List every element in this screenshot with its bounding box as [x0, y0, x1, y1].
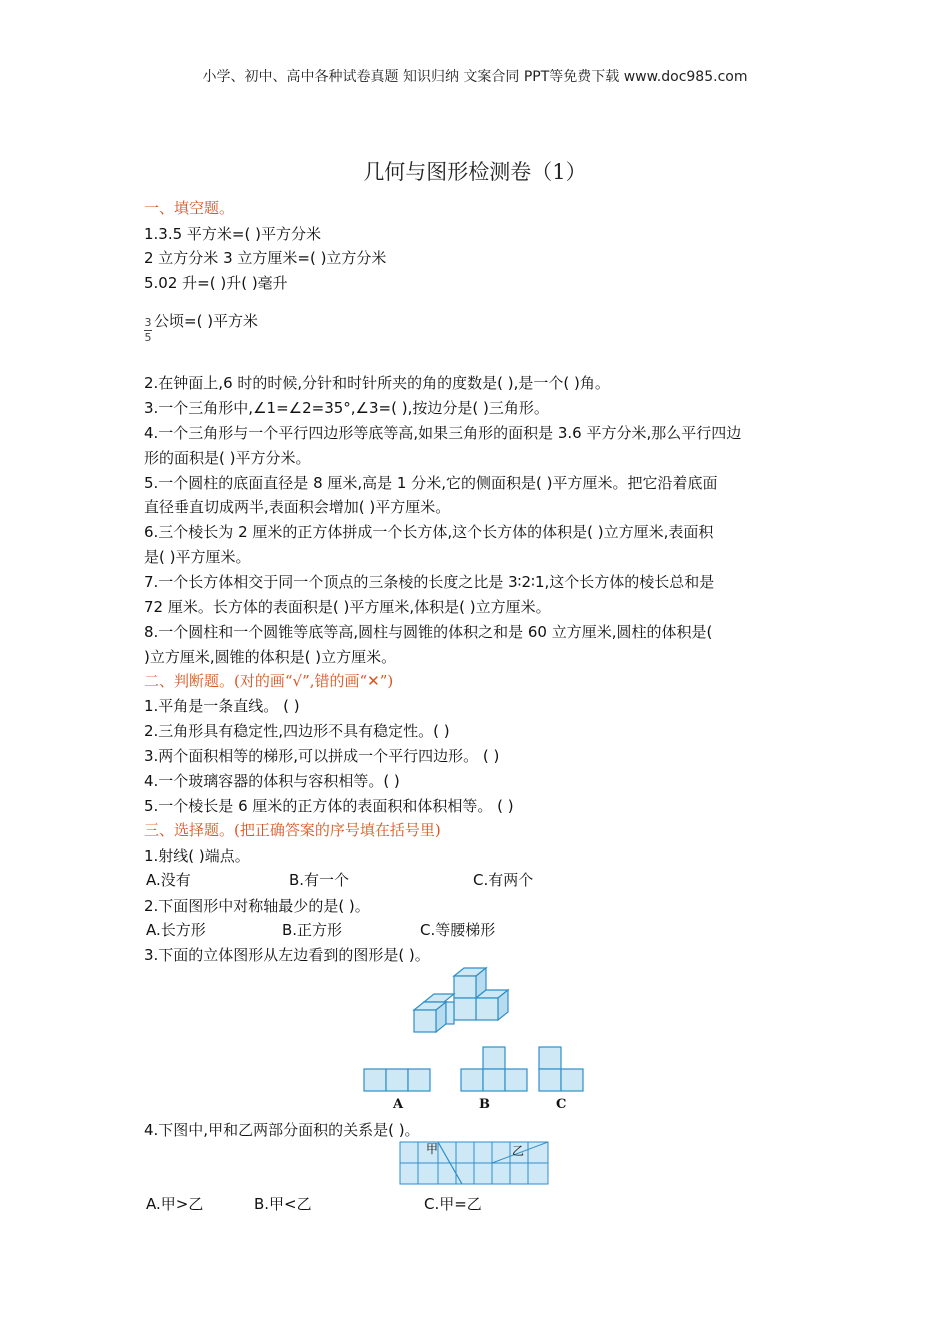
choice-q4-option-a: A.甲>乙 — [146, 1195, 204, 1213]
view-label-c: C — [556, 1097, 567, 1112]
q4-line-1: 4.一个三角形与一个平行四边形等底等高,如果三角形的面积是 3.6 平方分米,那么平行四边 — [144, 424, 742, 442]
fraction — [144, 316, 152, 345]
cube-stack-figure — [412, 966, 512, 1038]
choice-q4-option-c: C.甲=乙 — [424, 1195, 482, 1213]
q8-line-2: )立方厘米,圆锥的体积是( )立方厘米。 — [144, 648, 397, 666]
q2: 2.在钟面上,6 时的时候,分针和时针所夹的角的度数是( ),是一个( )角。 — [144, 374, 610, 392]
choice-q3: 3.下面的立体图形从左边看到的图形是( )。 — [144, 946, 430, 964]
area-comparison-figure — [398, 1140, 552, 1186]
q3: 3.一个三角形中,∠1=∠2=35°,∠3=( ),按边分是( )三角形。 — [144, 399, 549, 417]
region-label-yi: 乙 — [512, 1144, 525, 1158]
choice-q1-option-a: A.没有 — [146, 871, 191, 889]
choice-q1-option-b: B.有一个 — [289, 871, 350, 889]
judge-item-3: 3.两个面积相等的梯形,可以拼成一个平行四边形。 ( ) — [144, 747, 500, 765]
q6-line-2: 是( )平方厘米。 — [144, 548, 251, 566]
page-header: 小学、初中、高中各种试卷真题 知识归纳 文案合同 PPT等免费下载 www.doc985.com — [202, 69, 748, 85]
page-title: 几何与图形检测卷（1） — [363, 160, 587, 184]
choice-q1: 1.射线( )端点。 — [144, 847, 250, 865]
region-label-jia: 甲 — [426, 1142, 439, 1156]
choice-q4-option-b: B.甲<乙 — [254, 1195, 312, 1213]
fraction-numerator: 3 — [144, 316, 152, 329]
q4-line-2: 形的面积是( )平方分米。 — [144, 449, 311, 467]
fraction-denominator: 5 — [144, 331, 152, 344]
view-option-c — [538, 1046, 588, 1092]
view-label-b: B — [479, 1097, 490, 1112]
choice-q2-option-a: A.长方形 — [146, 921, 206, 939]
q5-line-2: 直径垂直切成两半,表面积会增加( )平方厘米。 — [144, 498, 451, 516]
q1-line-3: 5.02 升=( )升( )毫升 — [144, 274, 288, 292]
q1-line-2: 2 立方分米 3 立方厘米=( )立方分米 — [144, 249, 387, 267]
choice-q1-option-c: C.有两个 — [473, 871, 534, 889]
q6-line-1: 6.三个棱长为 2 厘米的正方体拼成一个长方体,这个长方体的体积是( )立方厘米,表面积 — [144, 523, 714, 541]
choice-q4: 4.下图中,甲和乙两部分面积的关系是( )。 — [144, 1121, 420, 1139]
q1-line-4: 公顷=( )平方米 — [154, 312, 259, 330]
judge-item-5: 5.一个棱长是 6 厘米的正方体的表面积和体积相等。 ( ) — [144, 797, 514, 815]
judge-item-4: 4.一个玻璃容器的体积与容积相等。( ) — [144, 772, 400, 790]
view-option-b — [460, 1046, 530, 1092]
q1-line-1: 1.3.5 平方米=( )平方分米 — [144, 225, 321, 243]
view-label-a: A — [393, 1097, 404, 1112]
q5-line-1: 5.一个圆柱的底面直径是 8 厘米,高是 1 分米,它的侧面积是( )平方厘米。把它沿着底面 — [144, 474, 718, 492]
q8-line-1: 8.一个圆柱和一个圆锥等底等高,圆柱与圆锥的体积之和是 60 立方厘米,圆柱的体积是( — [144, 623, 713, 641]
section2-heading: 二、判断题。(对的画“√”,错的画“✕”) — [144, 672, 394, 690]
choice-q2-option-b: B.正方形 — [282, 921, 343, 939]
q7-line-2: 72 厘米。长方体的表面积是( )平方厘米,体积是( )立方厘米。 — [144, 598, 551, 616]
q7-line-1: 7.一个长方体相交于同一个顶点的三条棱的长度之比是 3∶2∶1,这个长方体的棱长总和是 — [144, 573, 715, 591]
judge-item-1: 1.平角是一条直线。 ( ) — [144, 697, 300, 715]
view-option-a — [363, 1068, 433, 1092]
section3-heading: 三、选择题。(把正确答案的序号填在括号里) — [144, 821, 441, 839]
choice-q2-option-c: C.等腰梯形 — [420, 921, 496, 939]
judge-item-2: 2.三角形具有稳定性,四边形不具有稳定性。( ) — [144, 722, 450, 740]
choice-q2: 2.下面图形中对称轴最少的是( )。 — [144, 897, 370, 915]
section1-heading: 一、填空题。 — [144, 199, 235, 217]
